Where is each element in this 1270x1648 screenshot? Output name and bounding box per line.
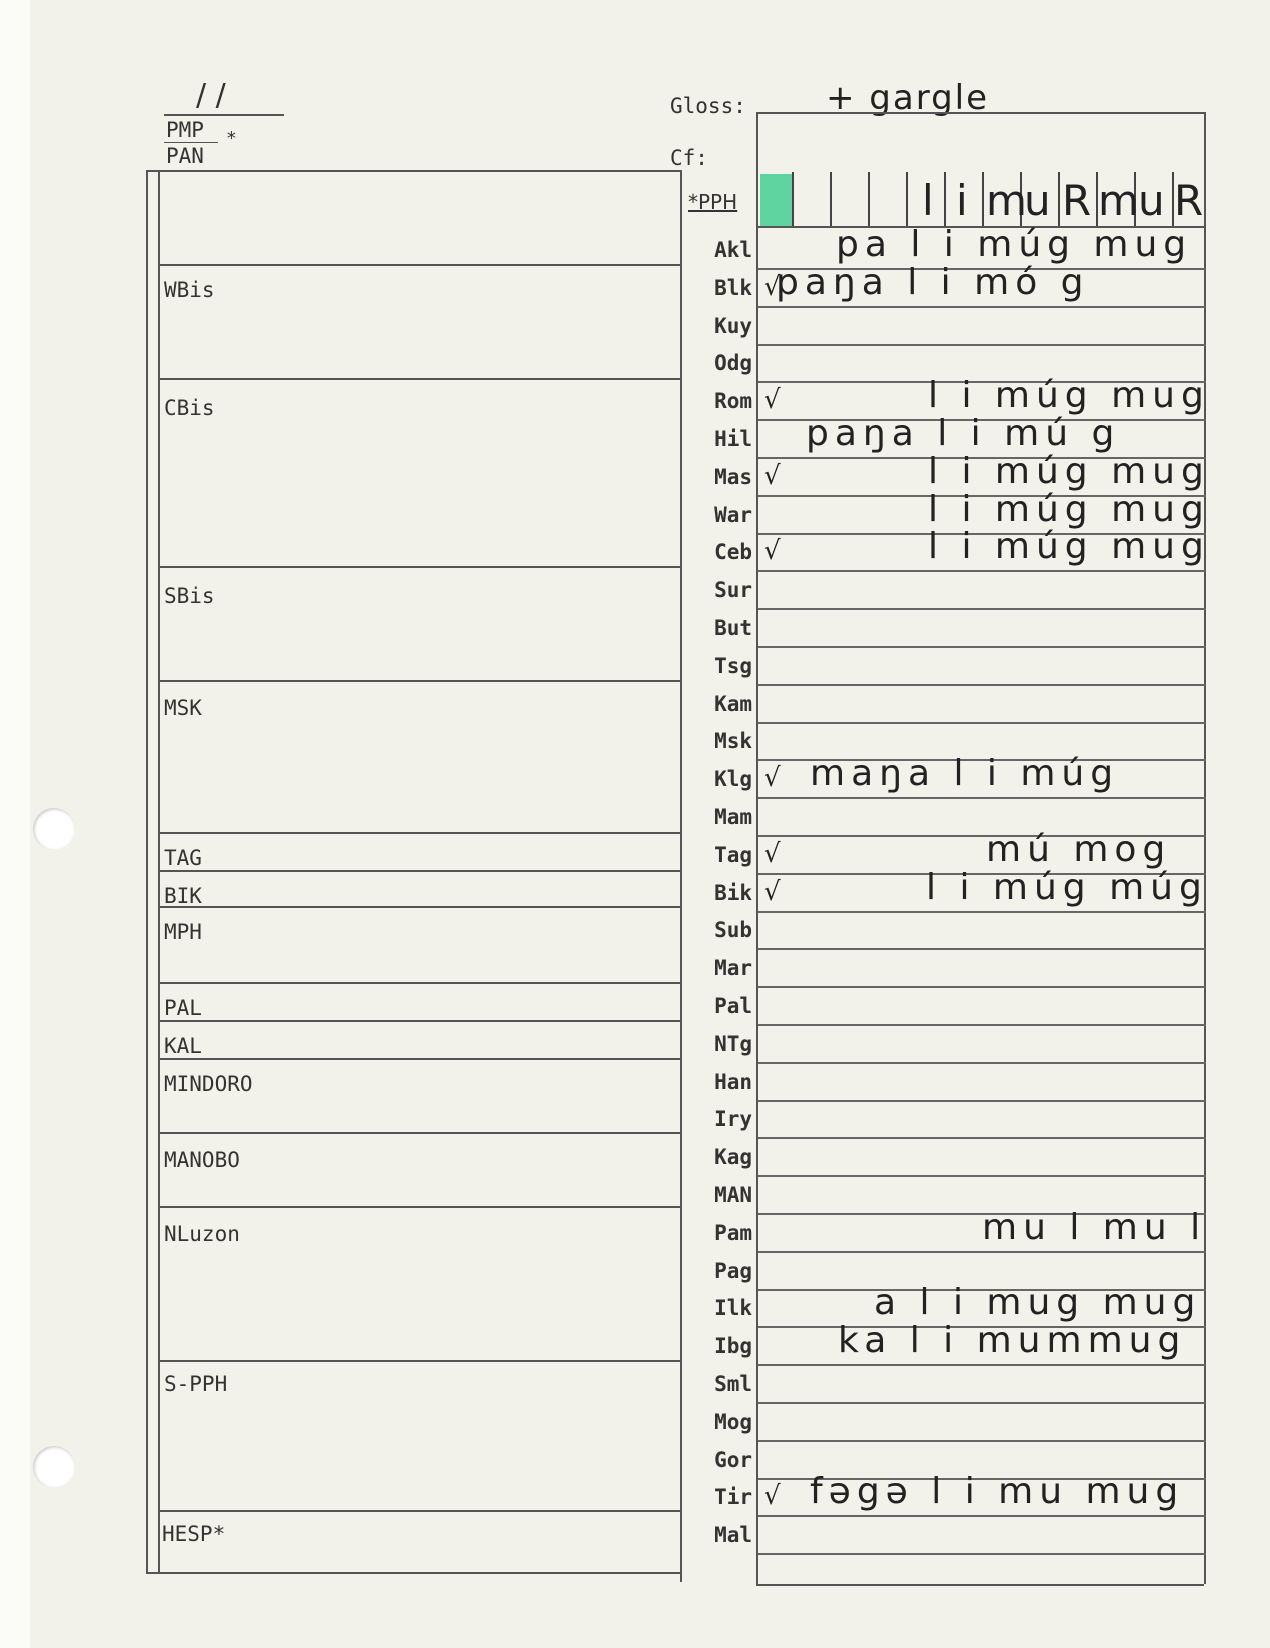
group-label-bik: BIK (164, 884, 202, 908)
language-code: Mar (714, 956, 752, 980)
slash-marks: / / (196, 78, 226, 113)
language-code: Pal (714, 994, 752, 1018)
frame-left-outer (146, 170, 148, 1574)
cf-label: Cf: (670, 146, 708, 170)
reflex-form: l i múg mug (928, 375, 1210, 416)
form-row-line (758, 797, 1206, 799)
check-mark: √ (764, 461, 781, 491)
form-row-line (758, 1251, 1206, 1253)
reflex-form: l i múg mug (928, 489, 1210, 530)
pmp-label: PMP (166, 118, 204, 142)
form-row-line (758, 306, 1206, 308)
pmp-pan-divider (164, 142, 218, 143)
group-label-nluzon: NLuzon (164, 1222, 240, 1246)
pph-cell-divider (868, 172, 870, 226)
pmp-asterisk: * (226, 128, 237, 149)
gloss-label: Gloss: (670, 94, 746, 118)
language-code: Rom (714, 389, 752, 413)
language-code: Han (714, 1070, 752, 1094)
check-mark: √ (764, 1481, 781, 1511)
group-divider (158, 906, 680, 908)
form-row-line (758, 570, 1206, 572)
check-mark: √ (764, 385, 781, 415)
language-code: Tir (714, 1485, 752, 1509)
group-divider (158, 1132, 680, 1134)
language-code: NTg (714, 1032, 752, 1056)
form-row-line (758, 1175, 1206, 1177)
language-code: Pam (714, 1221, 752, 1245)
group-divider (158, 378, 680, 380)
language-code: Msk (714, 729, 752, 753)
pph-cell-divider (944, 172, 946, 226)
language-code: War (714, 503, 752, 527)
form-row-line (758, 1515, 1206, 1517)
check-mark: √ (764, 877, 781, 907)
reflex-form: fəgə l i mu mug (810, 1471, 1185, 1512)
pan-label: PAN (166, 144, 204, 168)
pph-letter: R (1174, 176, 1204, 225)
group-divider (158, 566, 680, 568)
group-label-hesp: HESP* (162, 1522, 226, 1546)
group-label-wbis: WBis (164, 278, 215, 302)
form-row-line (758, 1402, 1206, 1404)
reflex-form: a l i mug mug (874, 1282, 1202, 1323)
language-code: Mam (714, 805, 752, 829)
pph-letter: u (1024, 176, 1051, 225)
form-row-line (758, 608, 1206, 610)
form-row-line (758, 1100, 1206, 1102)
group-divider (158, 1510, 680, 1512)
forms-bottom-line (756, 1584, 1204, 1586)
form-row-line (758, 911, 1206, 913)
form-row-line (758, 1137, 1206, 1139)
form-row-line (758, 344, 1206, 346)
group-divider (158, 1360, 680, 1362)
group-label-s-pph: S-PPH (164, 1372, 228, 1396)
language-code: Mog (714, 1410, 752, 1434)
pph-cell-divider (830, 172, 832, 226)
form-row-line (758, 1062, 1206, 1064)
language-code: Odg (714, 351, 752, 375)
check-mark: √ (764, 763, 781, 793)
group-divider (158, 1206, 680, 1208)
reflex-form: paŋa l i mó g (776, 262, 1090, 303)
language-code: Kag (714, 1145, 752, 1169)
gloss-underline (758, 112, 1206, 114)
form-row-line (758, 1553, 1206, 1555)
group-label-sbis: SBis (164, 584, 215, 608)
form-row-line (758, 1364, 1206, 1366)
group-divider (158, 832, 680, 834)
language-code: Tag (714, 843, 752, 867)
language-code: Ibg (714, 1334, 752, 1358)
pph-cell-divider (906, 172, 908, 226)
language-code: Mal (714, 1523, 752, 1547)
language-code: Ceb (714, 540, 752, 564)
check-mark: √ (764, 272, 781, 302)
form-row-line (758, 722, 1206, 724)
form-row-line (758, 948, 1206, 950)
pph-letter: u (1138, 176, 1165, 225)
pph-cell-divider (792, 172, 794, 226)
language-code: Tsg (714, 654, 752, 678)
group-divider (158, 264, 680, 266)
form-row-line (758, 1024, 1206, 1026)
group-label-kal: KAL (164, 1034, 202, 1058)
language-code: Sml (714, 1372, 752, 1396)
form-row-line (758, 1440, 1206, 1442)
language-code: Iry (714, 1107, 752, 1131)
pph-cell-divider (982, 172, 984, 226)
form-row-line (758, 986, 1206, 988)
language-code: Kam (714, 692, 752, 716)
group-label-mindoro: MINDORO (164, 1072, 253, 1096)
language-code: Gor (714, 1448, 752, 1472)
group-label-msk: MSK (164, 696, 202, 720)
language-code: Bik (714, 881, 752, 905)
language-code: Hil (714, 427, 752, 451)
pph-letter: R (1062, 176, 1092, 225)
language-code: Akl (714, 238, 752, 262)
reflex-form: mu l mu l (982, 1207, 1207, 1248)
punch-hole (33, 1446, 75, 1488)
language-code: But (714, 616, 752, 640)
gloss-value: + gargle (826, 78, 990, 118)
group-divider (158, 870, 680, 872)
reflex-form: l i múg mug (928, 526, 1210, 567)
reflex-form: maŋa l i múg (810, 753, 1120, 794)
punch-hole (33, 808, 75, 850)
pph-letter: i (956, 176, 968, 225)
pph-letter: l (922, 176, 934, 225)
pph-label: *PPH (688, 190, 738, 214)
check-mark: √ (764, 536, 781, 566)
reflex-form: paŋa l i mú g (806, 413, 1121, 454)
frame-top (146, 170, 680, 172)
form-row-line (758, 646, 1206, 648)
pph-cell-divider (1058, 172, 1060, 226)
language-code: Kuy (714, 314, 752, 338)
group-divider (158, 1058, 680, 1060)
reflex-form: pa l i múg mug (836, 224, 1193, 265)
reflex-form: ka l i mummug (838, 1320, 1187, 1361)
pph-highlight-cell (760, 174, 792, 226)
frame-bottom (146, 1572, 680, 1574)
language-code: Ilk (714, 1296, 752, 1320)
pmp-underline (164, 114, 284, 116)
frame-left-inner (158, 170, 160, 1574)
language-code: Klg (714, 767, 752, 791)
pph-letter: m (986, 176, 1027, 225)
language-code: Sur (714, 578, 752, 602)
group-label-pal: PAL (164, 996, 202, 1020)
group-label-tag: TAG (164, 846, 202, 870)
reflex-form: l i múg múg (926, 867, 1208, 908)
group-divider (158, 982, 680, 984)
pph-letter: m (1098, 176, 1139, 225)
group-label-manobo: MANOBO (164, 1148, 240, 1172)
check-mark: √ (764, 839, 781, 869)
group-label-cbis: CBis (164, 396, 215, 420)
language-code: Mas (714, 465, 752, 489)
reflex-form: mú mog (986, 829, 1172, 870)
form-row-line (758, 684, 1206, 686)
group-divider (158, 1020, 680, 1022)
group-divider (158, 680, 680, 682)
language-code: Pag (714, 1259, 752, 1283)
reflex-form: l i múg mug (928, 451, 1210, 492)
language-code: Blk (714, 276, 752, 300)
column-divider (680, 170, 682, 1582)
language-code: Sub (714, 918, 752, 942)
group-label-mph: MPH (164, 920, 202, 944)
language-code: MAN (714, 1183, 752, 1207)
